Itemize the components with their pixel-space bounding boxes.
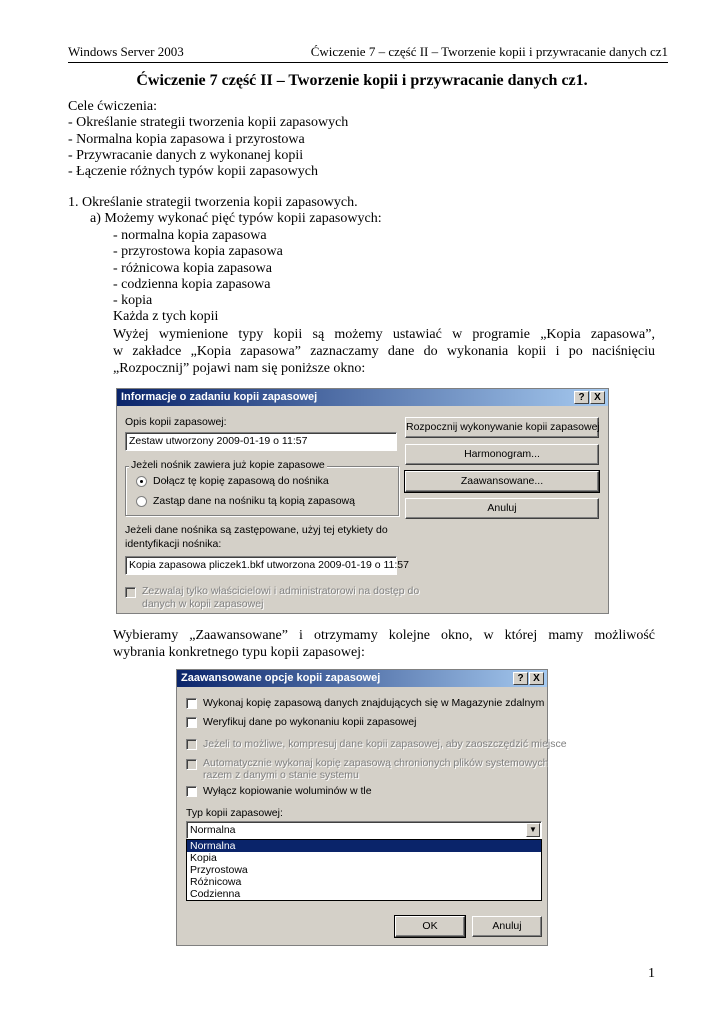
- system-files-label-2: razem z danymi o stanie systemu: [203, 769, 359, 781]
- backup-type-item: - kopia: [113, 293, 153, 309]
- shadow-copy-checkbox[interactable]: [186, 786, 197, 797]
- backup-job-info-dialog: [116, 388, 609, 614]
- paragraph-1-line: Wyżej wymienione typy kopii są możemy ustawiać w programie „Kopia zapasowa”,: [113, 327, 655, 342]
- owner-access-checkbox[interactable]: [125, 587, 136, 598]
- shadow-copy-label[interactable]: Wyłącz kopiowanie woluminów w tle: [203, 785, 372, 797]
- each-copy-text: Każda z tych kopii: [113, 309, 219, 325]
- remote-storage-checkbox[interactable]: [186, 698, 197, 709]
- backup-type-item: - przyrostowa kopia zapasowa: [113, 244, 283, 260]
- paragraph-2: [113, 627, 655, 661]
- dialog1-title: Informacje o zadaniu kopii zapasowej: [121, 391, 318, 403]
- header-divider: [68, 62, 668, 63]
- paragraph-2-line: wybrania konkretnego typu kopii zapasowej:: [113, 645, 365, 660]
- goals-heading: Cele ćwiczenia:: [68, 99, 158, 114]
- schedule-button[interactable]: Harmonogram...: [405, 444, 599, 465]
- remote-storage-label[interactable]: Wykonaj kopię zapasową danych znajdujących się w Magazynie zdalnym: [203, 697, 545, 709]
- close-icon[interactable]: X: [590, 391, 605, 404]
- goal-item: - Określanie strategii tworzenia kopii zapasowych: [68, 115, 349, 131]
- start-backup-button[interactable]: Rozpocznij wykonywanie kopii zapasowej: [405, 417, 599, 438]
- advanced-button[interactable]: Zaawansowane...: [405, 471, 599, 492]
- dialog2-title: Zaawansowane opcje kopii zapasowej: [181, 672, 381, 684]
- replace-radio-label[interactable]: Zastąp dane na nośniku tą kopią zapasową: [153, 495, 355, 507]
- media-group-title: Jeżeli nośnik zawiera już kopie zapasowe: [131, 459, 325, 471]
- system-files-checkbox[interactable]: [186, 759, 197, 770]
- chevron-down-icon[interactable]: ▼: [526, 823, 540, 837]
- paragraph-1-line: w zakładce „Kopia zapasowa” zaznaczamy dane do wykonania kopii i po naciśnięciu: [113, 344, 655, 359]
- backup-type-option[interactable]: Kopia: [190, 852, 217, 864]
- goal-item: - Normalna kopia zapasowa i przyrostowa: [68, 131, 305, 147]
- goal-item: - Przywracanie danych z wykonanej kopii: [68, 147, 304, 163]
- help-icon[interactable]: ?: [513, 672, 528, 685]
- backup-type-select[interactable]: [186, 821, 542, 839]
- verify-label[interactable]: Weryfikuj dane po wykonaniu kopii zapasowej: [203, 716, 417, 728]
- description-input[interactable]: Zestaw utworzony 2009-01-19 o 11:57: [125, 432, 397, 451]
- section1-heading: 1. Określanie strategii tworzenia kopii zapasowych.: [68, 195, 358, 210]
- backup-types-list: [113, 228, 283, 326]
- verify-checkbox[interactable]: [186, 717, 197, 728]
- cancel-button[interactable]: Anuluj: [472, 916, 542, 937]
- backup-type-item: - codzienna kopia zapasowa: [113, 276, 271, 292]
- backup-type-option[interactable]: Normalna: [187, 840, 541, 852]
- replace-radio[interactable]: [136, 496, 147, 507]
- ok-button[interactable]: OK: [395, 916, 465, 937]
- append-radio-label[interactable]: Dołącz tę kopię zapasową do nośnika: [153, 475, 329, 487]
- paragraph-1-line: „Rozpocznij” pojawi nam się poniższe okno:: [113, 361, 366, 376]
- help-icon[interactable]: ?: [574, 391, 589, 404]
- media-group: [125, 466, 399, 516]
- close-icon[interactable]: X: [529, 672, 544, 685]
- paragraph-2-line: Wybieramy „Zaawansowane” i otrzymamy kolejne okno, w której mamy możliwość: [113, 628, 655, 643]
- goal-item: - Łączenie różnych typów kopii zapasowych: [68, 164, 318, 180]
- advanced-options-dialog: [176, 669, 567, 946]
- paragraph-1: [113, 326, 655, 377]
- system-files-label-1: Automatycznie wykonaj kopię zapasową chronionych plików systemowych: [203, 757, 549, 769]
- header-right: Ćwiczenie 7 – część II – Tworzenie kopii i przywracanie danych cz1: [310, 44, 668, 59]
- backup-type-option[interactable]: Przyrostowa: [190, 864, 248, 876]
- backup-type-item: - różnicowa kopia zapasowa: [113, 260, 272, 276]
- backup-type-item: - normalna kopia zapasowa: [113, 228, 267, 243]
- compress-label: Jeżeli to możliwe, kompresuj dane kopii zapasowej, aby zaoszczędzić miejsce: [203, 738, 567, 750]
- append-radio[interactable]: [136, 476, 147, 487]
- dialog2-titlebar: [177, 670, 547, 687]
- backup-type-label: Typ kopii zapasowej:: [186, 807, 283, 819]
- backup-type-option[interactable]: Codzienna: [190, 888, 241, 900]
- header-left: Windows Server 2003: [68, 44, 184, 59]
- description-label: Opis kopii zapasowej:: [125, 416, 227, 428]
- owner-access-label-2: danych w kopii zapasowej: [142, 598, 264, 610]
- section1-sub-a: a) Możemy wykonać pięć typów kopii zapasowych:: [90, 211, 382, 226]
- media-label-text-2: identyfikacji nośnika:: [125, 538, 222, 550]
- page-number: 1: [648, 966, 655, 981]
- page-title: Ćwiczenie 7 część II – Tworzenie kopii i przywracanie danych cz1.: [136, 72, 588, 89]
- backup-type-selected: Normalna: [190, 824, 236, 836]
- media-label-input[interactable]: Kopia zapasowa pliczek1.bkf utworzona 2009-01-19 o 11:57: [125, 556, 397, 575]
- cancel-button[interactable]: Anuluj: [405, 498, 599, 519]
- backup-type-option[interactable]: Różnicowa: [190, 876, 242, 888]
- dialog1-titlebar: [117, 389, 608, 406]
- owner-access-label-1: Zezwalaj tylko właścicielowi i administratorowi na dostęp do: [142, 585, 420, 597]
- media-label-text-1: Jeżeli dane nośnika są zastępowane, użyj tej etykiety do: [125, 524, 388, 536]
- compress-checkbox[interactable]: [186, 739, 197, 750]
- backup-type-dropdown-list[interactable]: [186, 839, 542, 901]
- goals: [68, 99, 348, 180]
